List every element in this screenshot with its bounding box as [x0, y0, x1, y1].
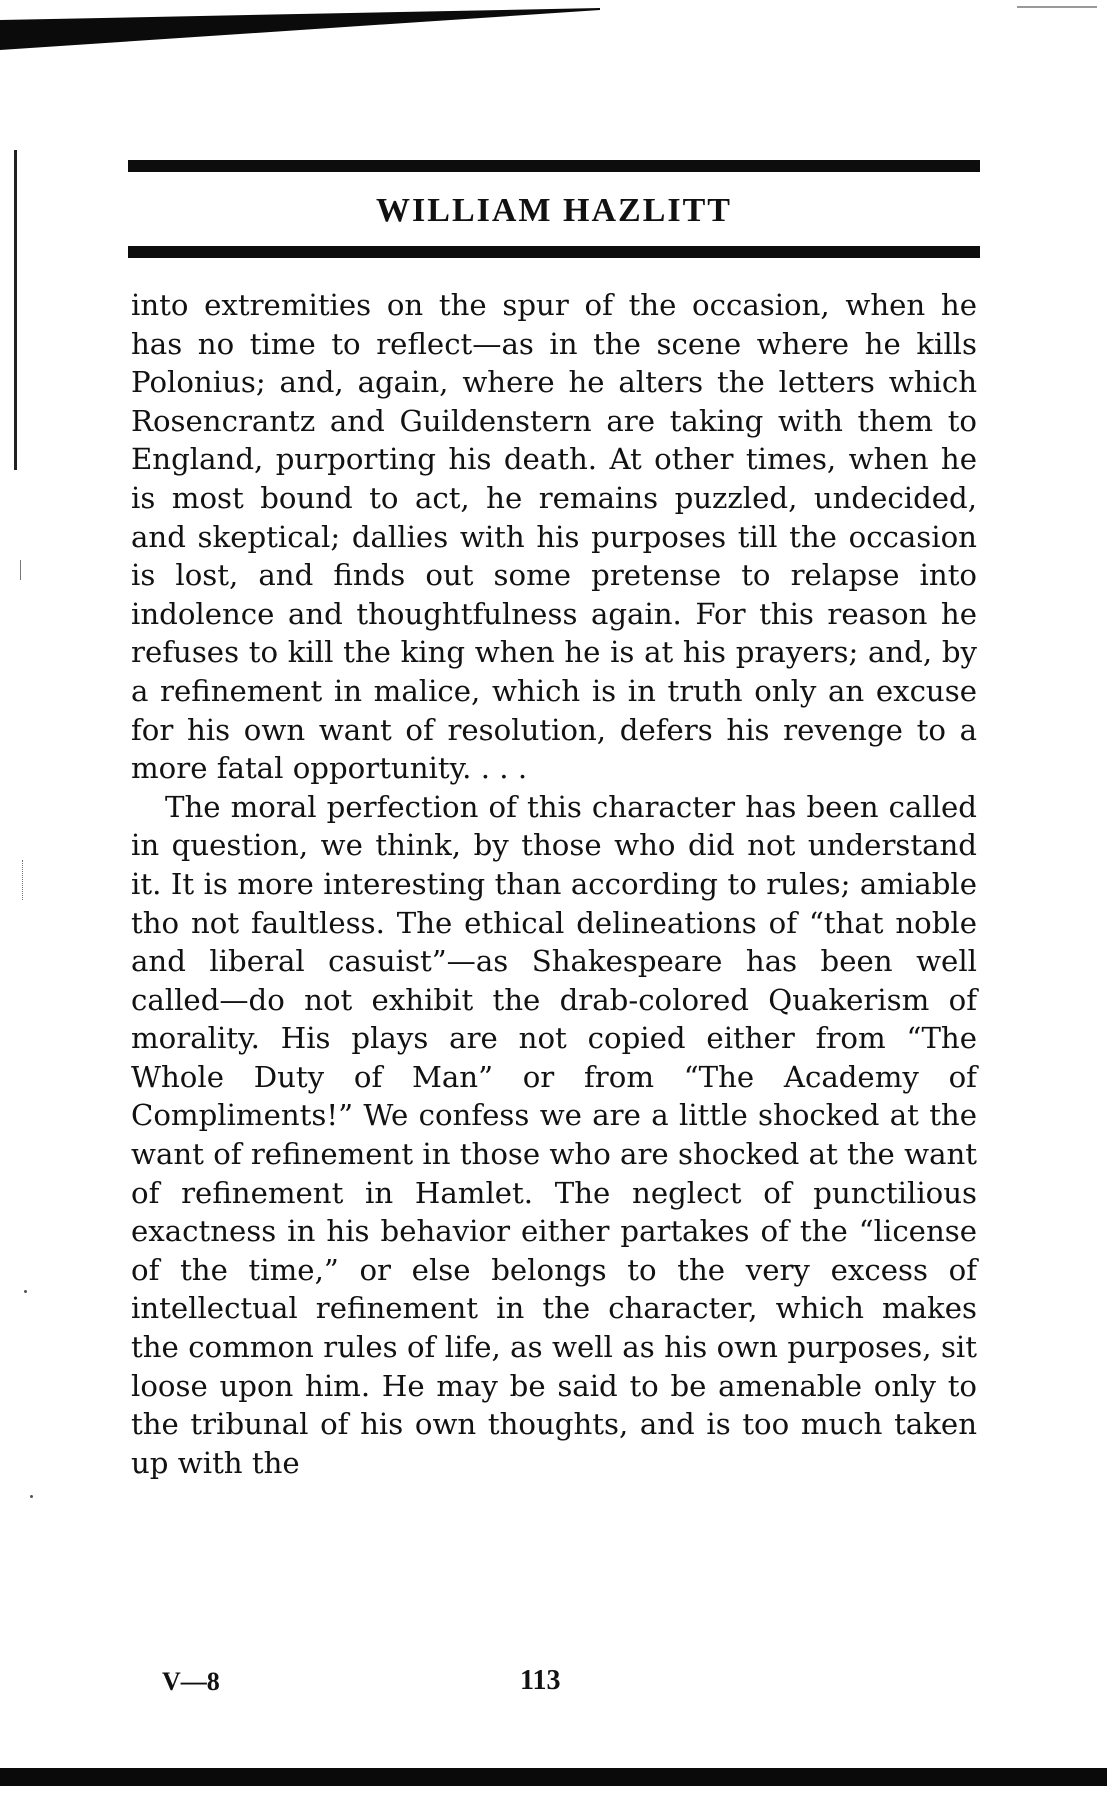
running-head: WILLIAM HAZLITT	[376, 192, 732, 229]
paragraph: The moral perfection of this character has been called in question, we think, by those who did not understand it. It is more interesting than according to rules; amiable tho not faultless. The ethical delineations of “that noble and liberal casuist”—as Shakespeare has been well called—do not exhibit the drab-colored Quakerism of morality. His plays are not copied either from “The Whole Duty of Man” or from “The Academy of Compliments!” We confess we are a little shocked at the want of refinement in those who are shocked at the want of refinement in Hamlet. The neglect of punctilious exactness in his behavior either partakes of the “license of the time,” or else belongs to the very excess of intellectual refinement in the character, which makes the common rules of life, as well as his own purposes, sit loose upon him. He may be said to be amenable only to the tribunal of his own thoughts, and is too much taken up with the	[131, 789, 977, 1480]
scan-edge-artifact	[22, 860, 24, 900]
header-rule-bottom	[128, 246, 980, 258]
scan-edge-artifact	[0, 1768, 1107, 1786]
header-rule-top	[128, 160, 980, 172]
scan-edge-artifact	[0, 0, 600, 60]
scan-edge-artifact	[20, 560, 21, 580]
signature-mark: V—8	[162, 1667, 220, 1696]
scan-edge-artifact	[14, 150, 17, 470]
page-number: 113	[520, 1665, 561, 1696]
body-text	[131, 286, 977, 1482]
paragraph: into extremities on the spur of the occasion, when he has no time to reflect—as in the scene where he kills Polonius; and, again, where he alters the letters which Rosencrantz and Guildenstern are taking with them to England, purporting his death. At other times, when he is most bound to act, he remains puzzled, undecided, and skeptical; dallies with his purposes till the occasion is lost, and finds out some pretense to relapse into indolence and thoughtfulness again. For this reason he refuses to kill the king when he is at his prayers; and, by a refinement in malice, which is in truth only an excuse for his own want of resolution, defers his revenge to a more fatal opportunity. . . .	[131, 288, 977, 786]
scan-edge-artifact	[1017, 6, 1097, 8]
scan-speck	[24, 1290, 27, 1293]
scan-speck	[30, 1495, 33, 1498]
